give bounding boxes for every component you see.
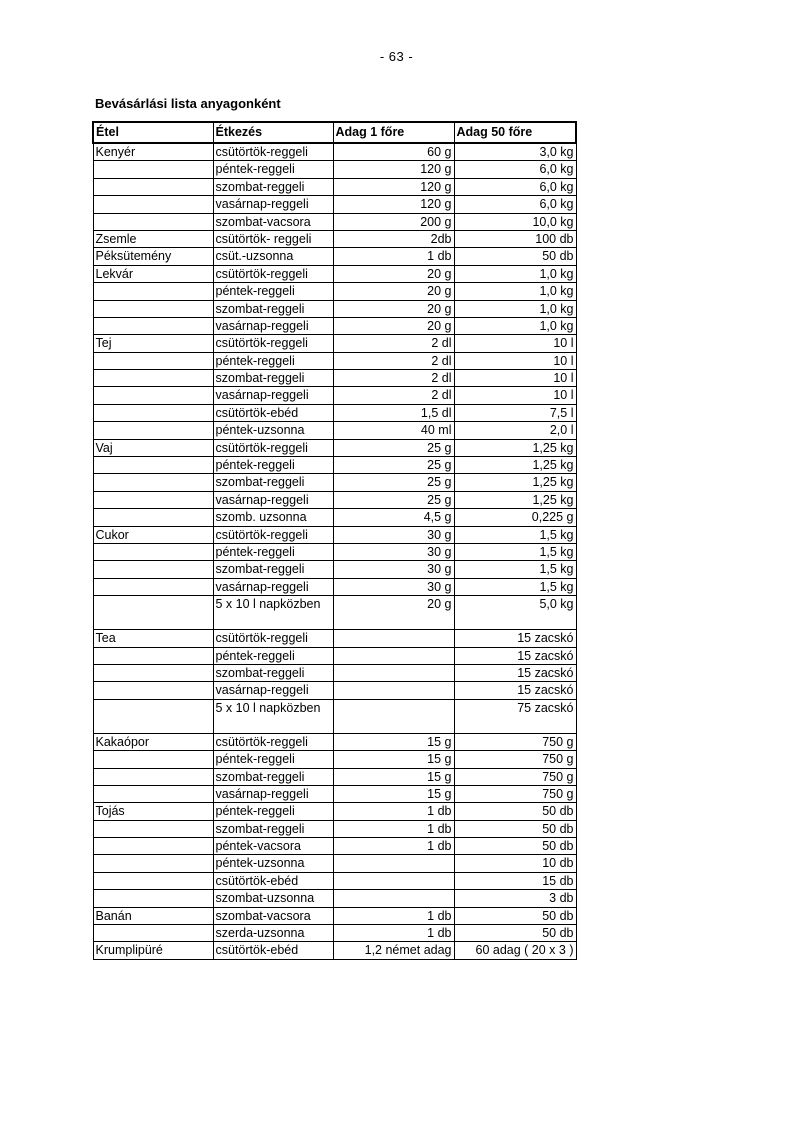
food-cell bbox=[93, 751, 213, 768]
meal-cell: szombat-vacsora bbox=[213, 213, 333, 230]
header-portion-50: Adag 50 főre bbox=[454, 122, 576, 143]
portion-1-cell bbox=[333, 890, 454, 907]
portion-1-cell: 15 g bbox=[333, 733, 454, 750]
table-row bbox=[93, 699, 576, 733]
food-cell: Kenyér bbox=[93, 143, 213, 161]
portion-1-cell: 200 g bbox=[333, 213, 454, 230]
header-food: Étel bbox=[93, 122, 213, 143]
food-cell bbox=[93, 352, 213, 369]
food-cell bbox=[93, 543, 213, 560]
portion-50-cell: 1,0 kg bbox=[454, 265, 576, 282]
table-row bbox=[93, 509, 576, 526]
portion-1-cell: 20 g bbox=[333, 317, 454, 334]
table-row bbox=[93, 370, 576, 387]
portion-1-cell: 30 g bbox=[333, 578, 454, 595]
meal-cell: péntek-reggeli bbox=[213, 803, 333, 820]
portion-50-cell: 6,0 kg bbox=[454, 196, 576, 213]
meal-cell: szombat-reggeli bbox=[213, 561, 333, 578]
portion-50-cell: 3,0 kg bbox=[454, 143, 576, 161]
portion-50-cell: 1,5 kg bbox=[454, 526, 576, 543]
portion-1-cell: 40 ml bbox=[333, 422, 454, 439]
table-row bbox=[93, 838, 576, 855]
portion-1-cell: 1 db bbox=[333, 803, 454, 820]
food-cell bbox=[93, 457, 213, 474]
food-cell bbox=[93, 317, 213, 334]
food-cell: Cukor bbox=[93, 526, 213, 543]
table-row bbox=[93, 543, 576, 560]
table-row bbox=[93, 265, 576, 282]
portion-1-cell: 25 g bbox=[333, 439, 454, 456]
meal-cell: csütörtök-ebéd bbox=[213, 872, 333, 889]
meal-cell: szombat-uzsonna bbox=[213, 890, 333, 907]
portion-1-cell: 15 g bbox=[333, 785, 454, 802]
food-cell bbox=[93, 178, 213, 195]
table-row bbox=[93, 335, 576, 352]
header-meal: Étkezés bbox=[213, 122, 333, 143]
portion-50-cell: 750 g bbox=[454, 768, 576, 785]
table-row bbox=[93, 387, 576, 404]
meal-cell: csütörtök-ebéd bbox=[213, 942, 333, 959]
portion-1-cell: 1 db bbox=[333, 925, 454, 942]
portion-50-cell: 1,25 kg bbox=[454, 439, 576, 456]
portion-50-cell: 1,0 kg bbox=[454, 317, 576, 334]
food-cell bbox=[93, 872, 213, 889]
portion-1-cell bbox=[333, 699, 454, 733]
table-row bbox=[93, 751, 576, 768]
portion-50-cell: 750 g bbox=[454, 733, 576, 750]
meal-cell: szomb. uzsonna bbox=[213, 509, 333, 526]
portion-50-cell: 1,5 kg bbox=[454, 543, 576, 560]
portion-50-cell: 15 db bbox=[454, 872, 576, 889]
portion-50-cell: 6,0 kg bbox=[454, 161, 576, 178]
meal-cell: szombat-reggeli bbox=[213, 820, 333, 837]
food-cell bbox=[93, 300, 213, 317]
food-cell bbox=[93, 213, 213, 230]
food-cell bbox=[93, 664, 213, 681]
table-row bbox=[93, 682, 576, 699]
portion-50-cell: 75 zacskó bbox=[454, 699, 576, 733]
food-cell bbox=[93, 387, 213, 404]
portion-50-cell: 10 l bbox=[454, 335, 576, 352]
meal-cell: csütörtök-reggeli bbox=[213, 630, 333, 647]
portion-1-cell: 25 g bbox=[333, 457, 454, 474]
food-cell bbox=[93, 283, 213, 300]
portion-50-cell: 60 adag ( 20 x 3 ) bbox=[454, 942, 576, 959]
meal-cell: csüt.-uzsonna bbox=[213, 248, 333, 265]
table-row bbox=[93, 820, 576, 837]
table-row bbox=[93, 213, 576, 230]
portion-50-cell: 100 db bbox=[454, 230, 576, 247]
portion-50-cell: 2,0 l bbox=[454, 422, 576, 439]
table-row bbox=[93, 785, 576, 802]
table-row bbox=[93, 768, 576, 785]
meal-cell: péntek-reggeli bbox=[213, 543, 333, 560]
meal-cell: szombat-reggeli bbox=[213, 474, 333, 491]
meal-cell: szombat-reggeli bbox=[213, 768, 333, 785]
portion-1-cell: 2 dl bbox=[333, 387, 454, 404]
table-row bbox=[93, 178, 576, 195]
portion-1-cell: 20 g bbox=[333, 300, 454, 317]
portion-1-cell: 2 dl bbox=[333, 370, 454, 387]
portion-1-cell bbox=[333, 855, 454, 872]
meal-cell: péntek-uzsonna bbox=[213, 422, 333, 439]
meal-cell: péntek-reggeli bbox=[213, 352, 333, 369]
portion-1-cell: 120 g bbox=[333, 161, 454, 178]
portion-1-cell: 1 db bbox=[333, 820, 454, 837]
portion-50-cell: 3 db bbox=[454, 890, 576, 907]
food-cell: Banán bbox=[93, 907, 213, 924]
table-row bbox=[93, 404, 576, 421]
food-cell bbox=[93, 404, 213, 421]
food-cell bbox=[93, 925, 213, 942]
table-row bbox=[93, 630, 576, 647]
table-row bbox=[93, 439, 576, 456]
table-row bbox=[93, 526, 576, 543]
shopping-list-table bbox=[92, 121, 577, 960]
portion-50-cell: 10 l bbox=[454, 387, 576, 404]
meal-cell: 5 x 10 l napközben bbox=[213, 596, 333, 630]
meal-cell: csütörtök-reggeli bbox=[213, 143, 333, 161]
portion-50-cell: 15 zacskó bbox=[454, 630, 576, 647]
meal-cell: szombat-reggeli bbox=[213, 178, 333, 195]
food-cell bbox=[93, 820, 213, 837]
portion-1-cell: 120 g bbox=[333, 196, 454, 213]
portion-1-cell: 15 g bbox=[333, 751, 454, 768]
portion-1-cell: 30 g bbox=[333, 543, 454, 560]
portion-1-cell: 15 g bbox=[333, 768, 454, 785]
table-row bbox=[93, 230, 576, 247]
food-cell bbox=[93, 422, 213, 439]
meal-cell: péntek-uzsonna bbox=[213, 855, 333, 872]
meal-cell: csütörtök-reggeli bbox=[213, 526, 333, 543]
table-row bbox=[93, 161, 576, 178]
portion-50-cell: 1,25 kg bbox=[454, 491, 576, 508]
food-cell bbox=[93, 578, 213, 595]
table-row bbox=[93, 352, 576, 369]
table-row bbox=[93, 422, 576, 439]
food-cell: Vaj bbox=[93, 439, 213, 456]
meal-cell: 5 x 10 l napközben bbox=[213, 699, 333, 733]
portion-1-cell: 1 db bbox=[333, 838, 454, 855]
portion-50-cell: 10 l bbox=[454, 352, 576, 369]
portion-1-cell: 30 g bbox=[333, 561, 454, 578]
portion-50-cell: 10 l bbox=[454, 370, 576, 387]
portion-1-cell: 25 g bbox=[333, 474, 454, 491]
food-cell: Krumplipüré bbox=[93, 942, 213, 959]
header-portion-1: Adag 1 főre bbox=[333, 122, 454, 143]
portion-50-cell: 7,5 l bbox=[454, 404, 576, 421]
meal-cell: szombat-reggeli bbox=[213, 664, 333, 681]
food-cell: Tea bbox=[93, 630, 213, 647]
portion-50-cell: 50 db bbox=[454, 820, 576, 837]
food-cell bbox=[93, 855, 213, 872]
table-row bbox=[93, 196, 576, 213]
food-cell: Kakaópor bbox=[93, 733, 213, 750]
portion-50-cell: 1,25 kg bbox=[454, 474, 576, 491]
meal-cell: csütörtök-reggeli bbox=[213, 733, 333, 750]
food-cell: Tojás bbox=[93, 803, 213, 820]
meal-cell: péntek-reggeli bbox=[213, 283, 333, 300]
food-cell bbox=[93, 768, 213, 785]
food-cell bbox=[93, 561, 213, 578]
table-row bbox=[93, 300, 576, 317]
food-cell bbox=[93, 596, 213, 630]
portion-50-cell: 50 db bbox=[454, 803, 576, 820]
meal-cell: vasárnap-reggeli bbox=[213, 317, 333, 334]
portion-1-cell: 25 g bbox=[333, 491, 454, 508]
portion-50-cell: 1,0 kg bbox=[454, 300, 576, 317]
food-cell bbox=[93, 785, 213, 802]
portion-1-cell: 2 dl bbox=[333, 335, 454, 352]
portion-1-cell: 30 g bbox=[333, 526, 454, 543]
portion-50-cell: 1,25 kg bbox=[454, 457, 576, 474]
table-row bbox=[93, 561, 576, 578]
portion-1-cell bbox=[333, 647, 454, 664]
portion-1-cell bbox=[333, 872, 454, 889]
food-cell bbox=[93, 682, 213, 699]
portion-50-cell: 50 db bbox=[454, 248, 576, 265]
food-cell: Zsemle bbox=[93, 230, 213, 247]
food-cell bbox=[93, 161, 213, 178]
table-row bbox=[93, 248, 576, 265]
meal-cell: péntek-reggeli bbox=[213, 751, 333, 768]
table-row bbox=[93, 733, 576, 750]
meal-cell: péntek-vacsora bbox=[213, 838, 333, 855]
portion-50-cell: 0,225 g bbox=[454, 509, 576, 526]
portion-50-cell: 15 zacskó bbox=[454, 682, 576, 699]
food-cell bbox=[93, 647, 213, 664]
meal-cell: szombat-reggeli bbox=[213, 300, 333, 317]
table-row bbox=[93, 457, 576, 474]
table-row bbox=[93, 283, 576, 300]
portion-50-cell: 1,5 kg bbox=[454, 561, 576, 578]
table-row bbox=[93, 491, 576, 508]
portion-50-cell: 6,0 kg bbox=[454, 178, 576, 195]
food-cell bbox=[93, 370, 213, 387]
portion-1-cell: 60 g bbox=[333, 143, 454, 161]
table-row bbox=[93, 143, 576, 161]
portion-1-cell: 1 db bbox=[333, 248, 454, 265]
portion-50-cell: 10 db bbox=[454, 855, 576, 872]
header-row bbox=[93, 122, 576, 143]
portion-1-cell: 2db bbox=[333, 230, 454, 247]
portion-1-cell: 4,5 g bbox=[333, 509, 454, 526]
portion-1-cell: 1,2 német adag bbox=[333, 942, 454, 959]
portion-1-cell: 1 db bbox=[333, 907, 454, 924]
meal-cell: vasárnap-reggeli bbox=[213, 578, 333, 595]
meal-cell: vasárnap-reggeli bbox=[213, 491, 333, 508]
food-cell bbox=[93, 838, 213, 855]
portion-50-cell: 750 g bbox=[454, 751, 576, 768]
portion-50-cell: 50 db bbox=[454, 838, 576, 855]
food-cell bbox=[93, 491, 213, 508]
portion-50-cell: 750 g bbox=[454, 785, 576, 802]
portion-50-cell: 10,0 kg bbox=[454, 213, 576, 230]
meal-cell: csütörtök- reggeli bbox=[213, 230, 333, 247]
table-row bbox=[93, 855, 576, 872]
table-row bbox=[93, 474, 576, 491]
portion-50-cell: 1,0 kg bbox=[454, 283, 576, 300]
table-row bbox=[93, 942, 576, 959]
table-row bbox=[93, 907, 576, 924]
meal-cell: péntek-reggeli bbox=[213, 161, 333, 178]
food-cell bbox=[93, 196, 213, 213]
food-cell bbox=[93, 509, 213, 526]
food-cell: Lekvár bbox=[93, 265, 213, 282]
meal-cell: csütörtök-reggeli bbox=[213, 439, 333, 456]
table-row bbox=[93, 596, 576, 630]
portion-1-cell: 20 g bbox=[333, 265, 454, 282]
meal-cell: vasárnap-reggeli bbox=[213, 785, 333, 802]
portion-1-cell bbox=[333, 664, 454, 681]
table-row bbox=[93, 890, 576, 907]
meal-cell: csütörtök-reggeli bbox=[213, 265, 333, 282]
meal-cell: csütörtök-reggeli bbox=[213, 335, 333, 352]
portion-50-cell: 1,5 kg bbox=[454, 578, 576, 595]
table-header bbox=[93, 122, 576, 143]
portion-50-cell: 15 zacskó bbox=[454, 647, 576, 664]
table-row bbox=[93, 578, 576, 595]
food-cell bbox=[93, 699, 213, 733]
table-body bbox=[93, 143, 576, 959]
meal-cell: péntek-reggeli bbox=[213, 457, 333, 474]
table-row bbox=[93, 647, 576, 664]
portion-50-cell: 50 db bbox=[454, 925, 576, 942]
portion-1-cell: 20 g bbox=[333, 283, 454, 300]
portion-1-cell: 2 dl bbox=[333, 352, 454, 369]
meal-cell: vasárnap-reggeli bbox=[213, 196, 333, 213]
meal-cell: szombat-vacsora bbox=[213, 907, 333, 924]
table-row bbox=[93, 664, 576, 681]
meal-cell: szerda-uzsonna bbox=[213, 925, 333, 942]
portion-1-cell: 20 g bbox=[333, 596, 454, 630]
portion-1-cell: 120 g bbox=[333, 178, 454, 195]
food-cell: Tej bbox=[93, 335, 213, 352]
food-cell: Péksütemény bbox=[93, 248, 213, 265]
portion-50-cell: 15 zacskó bbox=[454, 664, 576, 681]
portion-50-cell: 50 db bbox=[454, 907, 576, 924]
portion-1-cell bbox=[333, 630, 454, 647]
meal-cell: péntek-reggeli bbox=[213, 647, 333, 664]
table-row bbox=[93, 803, 576, 820]
food-cell bbox=[93, 890, 213, 907]
table-row bbox=[93, 925, 576, 942]
meal-cell: vasárnap-reggeli bbox=[213, 387, 333, 404]
document-title: Bevásárlási lista anyagonként bbox=[95, 96, 281, 111]
meal-cell: csütörtök-ebéd bbox=[213, 404, 333, 421]
food-cell bbox=[93, 474, 213, 491]
portion-1-cell: 1,5 dl bbox=[333, 404, 454, 421]
portion-1-cell bbox=[333, 682, 454, 699]
meal-cell: szombat-reggeli bbox=[213, 370, 333, 387]
meal-cell: vasárnap-reggeli bbox=[213, 682, 333, 699]
portion-50-cell: 5,0 kg bbox=[454, 596, 576, 630]
page-number: - 63 - bbox=[379, 49, 414, 64]
table-row bbox=[93, 872, 576, 889]
table-row bbox=[93, 317, 576, 334]
